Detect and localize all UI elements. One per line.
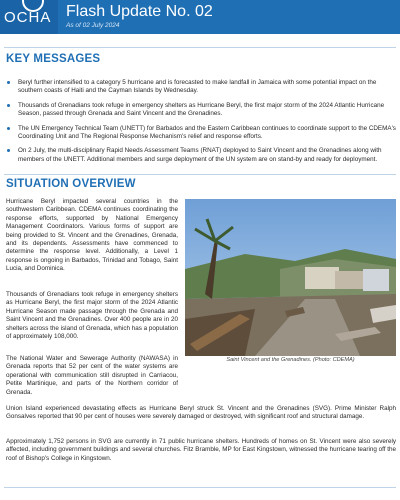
report-date: As of 02 July 2024 — [66, 22, 120, 29]
divider — [4, 47, 396, 48]
logo-text: OCHA — [4, 9, 52, 26]
key-messages-list — [6, 79, 396, 170]
situation-overview-heading: SITUATION OVERVIEW — [6, 178, 136, 190]
key-message-text: Beryl further intensified to a category 5 hurricane and is forecasted to make landfall in Jamaica with some potential impact on the southern coasts of Haiti and the Cayman Islands by Wednesday. — [18, 79, 377, 95]
key-message-text: Thousands of Grenadians took refuge in emergency shelters as Hurricane Beryl, the first major storm of the 2024 Atlantic Hurricane Season, passed through Grenada and Saint Vincent and the Grenadines. — [18, 101, 385, 118]
list-item — [6, 79, 396, 96]
list-item — [6, 147, 396, 164]
situation-paragraph: Approximately 1,752 persons in SVG are currently in 71 public hurricane shelters. Hundreds of homes on St. Vincent were also severely affected, including government buildings and several churches. Fitz Bramble, MP for East Kingstown, witnessed the hurricane tearing off the roof of Bishop's College in Kingstown. — [6, 438, 396, 462]
photo-caption: Saint Vincent and the Grenadines. (Photo: CDEMA) — [226, 357, 355, 363]
key-message-text: On 2 July, the multi-disciplinary Rapid Needs Assessment Teams (RNAT) deployed to Saint Vincent and the Grenadines along with members of the UNETT. Additional members and surge deployment of the UN system are on stand-by and ready for deployment. — [18, 147, 382, 163]
ocha-logo — [0, 0, 58, 34]
list-item — [6, 102, 396, 119]
photo-illustration — [185, 199, 396, 356]
key-messages-heading: KEY MESSAGES — [6, 53, 101, 65]
situation-paragraph: Union Island experienced devastating effects as Hurricane Beryl struck St. Vincent and the Grenadines (SVG). Prime Minister Ralph Gonsalves reported that 90 per cent of houses were severely damaged or destroyed, with significant roof and structural damage. — [6, 405, 396, 421]
hurricane-damage-photo — [185, 199, 396, 356]
situation-paragraph: The National Water and Sewerage Authority (NAWASA) in Grenada reports that 52 per cent of the water systems are operational with communication still disrupted in Carriacou, Petite Martinique, and parts of the Northern corridor of Grenada. — [6, 355, 178, 396]
situation-paragraph: Thousands of Grenadians took refuge in emergency shelters as Hurricane Beryl, the first major storm of the 2024 Atlantic Hurricane Season made passage through the Grenada and Saint Vincent and the Grenadines. Over 400 people are in 20 shelters across the island of Grenada, which has a population of approximately 108,000. — [6, 291, 178, 341]
situation-paragraph: Hurricane Beryl impacted several countries in the southwestern Caribbean. CDEMA continues coordinating the response efforts, supported by National Emergency Management Coordinators. Various forms of support are being provided to St. Vincent and the Grenadines, Grenada, and its dependents. Assessments have commenced to determine the response level. Additionally, a Level 1 response is ongoing in Barbados, Trinidad and Tobago, Saint Lucia, and Dominica. — [6, 198, 178, 273]
list-item — [6, 125, 396, 142]
divider — [4, 174, 396, 175]
report-title: Flash Update No. 02 — [66, 3, 213, 20]
report-header — [0, 0, 400, 34]
key-message-text: The UN Emergency Technical Team (UNETT) for Barbados and the Eastern Caribbean continues to coordinate support to the CDEMA's Coordinating Unit and The Regional Response Mechanism's relief and response efforts. — [18, 124, 396, 141]
bullet-icon — [7, 149, 10, 152]
bullet-icon — [7, 81, 10, 84]
divider — [4, 487, 396, 488]
bullet-icon — [7, 104, 10, 107]
bullet-icon — [7, 127, 10, 130]
